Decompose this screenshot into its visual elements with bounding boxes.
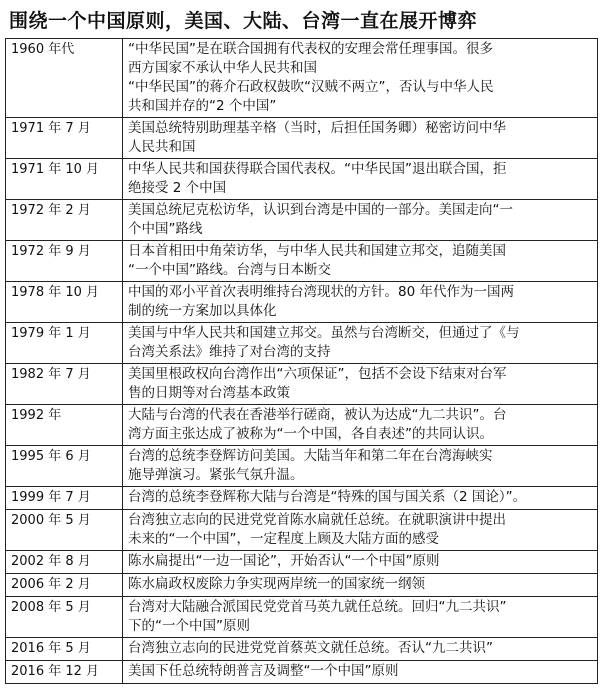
date-cell: 1972 年 9 月 bbox=[6, 241, 123, 282]
event-cell: 美国总统尼克松访华，认识到台湾是中国的一部分。美国走向“一 个中国”路线 bbox=[123, 200, 598, 241]
table-row bbox=[6, 39, 598, 118]
date-cell: 1971 年 10 月 bbox=[6, 159, 123, 200]
date-cell: 2002 年 8 月 bbox=[6, 551, 123, 574]
table-row bbox=[6, 597, 598, 638]
table-row bbox=[6, 446, 598, 487]
event-cell: 陈水扁提出“一边一国论”，开始否认“一个中国”原则 bbox=[123, 551, 598, 574]
date-cell: 1982 年 7 月 bbox=[6, 364, 123, 405]
date-cell: 2008 年 5 月 bbox=[6, 597, 123, 638]
date-cell: 1978 年 10 月 bbox=[6, 282, 123, 323]
table-row bbox=[6, 487, 598, 510]
date-cell: 1995 年 6 月 bbox=[6, 446, 123, 487]
page-title: 围绕一个中国原则，美国、大陆、台湾一直在展开博弈 bbox=[9, 10, 478, 32]
date-cell: 1979 年 1 月 bbox=[6, 323, 123, 364]
date-cell: 1972 年 2 月 bbox=[6, 200, 123, 241]
event-cell: 日本首相田中角荣访华，与中华人民共和国建立邦交，追随美国 “一个中国”路线。台湾与日本断交 bbox=[123, 241, 598, 282]
event-cell: 台湾的总统李登辉访问美国。大陆当年和第二年在台湾海峡实 施导弹演习。紧张气氛升温。 bbox=[123, 446, 598, 487]
table-row bbox=[6, 118, 598, 159]
event-cell: 陈水扁政权废除力争实现两岸统一的国家统一纲领 bbox=[123, 574, 598, 597]
event-cell: 美国总统特别助理基辛格（当时，后担任国务卿）秘密访问中华 人民共和国 bbox=[123, 118, 598, 159]
event-cell: 美国里根政权向台湾作出“六项保证”，包括不会设下结束对台军 售的日期等对台湾基本政策 bbox=[123, 364, 598, 405]
event-cell: “中华民国”是在联合国拥有代表权的安理会常任理事国。很多 西方国家不承认中华人民共和国 “中华民国”的蒋介石政权鼓吹“汉贼不两立”，否认与中华人民 共和国并存的“2 个中国” bbox=[123, 39, 598, 118]
table-row bbox=[6, 574, 598, 597]
event-cell: 台湾独立志向的民进党党首蔡英文就任总统。否认“九二共识” bbox=[123, 638, 598, 661]
date-cell: 1971 年 7 月 bbox=[6, 118, 123, 159]
event-cell: 台湾的总统李登辉称大陆与台湾是“特殊的国与国关系（2 国论）”。 bbox=[123, 487, 598, 510]
table-row bbox=[6, 159, 598, 200]
date-cell: 1992 年 bbox=[6, 405, 123, 446]
date-cell: 2000 年 5 月 bbox=[6, 510, 123, 551]
event-cell: 台湾对大陆融合派国民党党首马英九就任总统。回归“九二共识” 下的“一个中国”原则 bbox=[123, 597, 598, 638]
timeline-table bbox=[5, 38, 598, 684]
date-cell: 1999 年 7 月 bbox=[6, 487, 123, 510]
table-row bbox=[6, 241, 598, 282]
table-row bbox=[6, 282, 598, 323]
event-cell: 美国与中华人民共和国建立邦交。虽然与台湾断交，但通过了《与 台湾关系法》维持了对台湾的支持 bbox=[123, 323, 598, 364]
event-cell: 中华人民共和国获得联合国代表权。“中华民国”退出联合国，拒 绝接受 2 个中国 bbox=[123, 159, 598, 200]
event-cell: 大陆与台湾的代表在香港举行磋商，被认为达成“九二共识”。台 湾方面主张达成了被称为“一个中国，各自表述”的共同认识。 bbox=[123, 405, 598, 446]
table-row bbox=[6, 364, 598, 405]
event-cell: 中国的邓小平首次表明维持台湾现状的方针。80 年代作为一国两 制的统一方案加以具体化 bbox=[123, 282, 598, 323]
date-cell: 2016 年 12 月 bbox=[6, 661, 123, 684]
table-row bbox=[6, 661, 598, 684]
event-cell: 台湾独立志向的民进党党首陈水扁就任总统。在就职演讲中提出 未来的“一个中国”，一定程度上顾及大陆方面的感受 bbox=[123, 510, 598, 551]
date-cell: 2016 年 5 月 bbox=[6, 638, 123, 661]
table-row bbox=[6, 405, 598, 446]
table-row bbox=[6, 638, 598, 661]
date-cell: 1960 年代 bbox=[6, 39, 123, 118]
table-row bbox=[6, 323, 598, 364]
table-row bbox=[6, 551, 598, 574]
date-cell: 2006 年 2 月 bbox=[6, 574, 123, 597]
table-row bbox=[6, 510, 598, 551]
table-row bbox=[6, 200, 598, 241]
event-cell: 美国下任总统特朗普言及调整“一个中国”原则 bbox=[123, 661, 598, 684]
